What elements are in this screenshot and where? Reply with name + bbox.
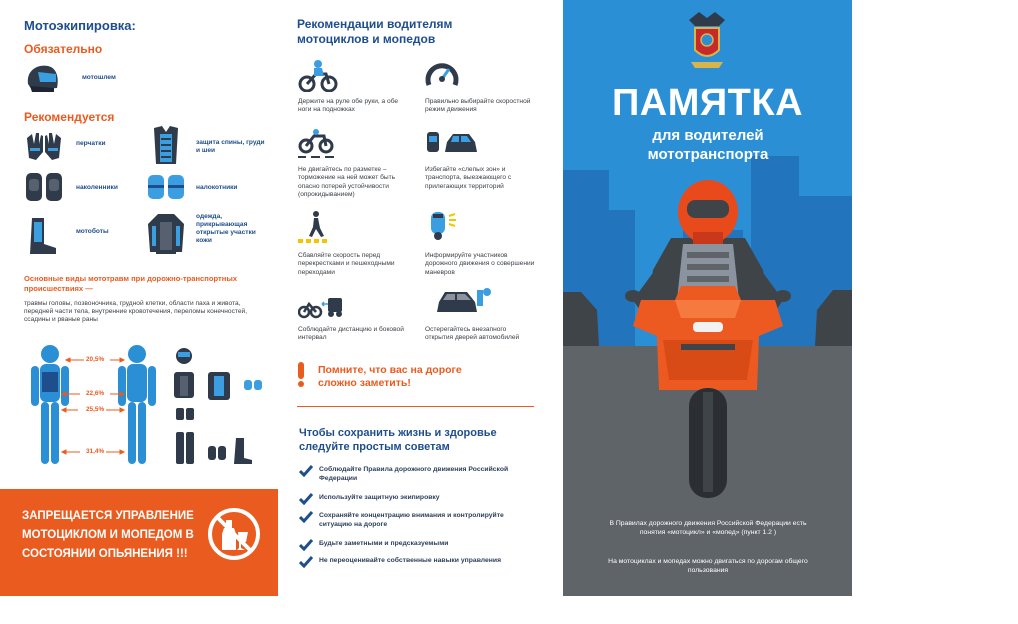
cover-note-roads: На мотоциклах и мопедах можно двигаться по дорогам общего пользования bbox=[608, 558, 808, 574]
check-icon bbox=[299, 493, 313, 505]
check-icon bbox=[299, 465, 313, 483]
advice-item bbox=[299, 465, 529, 483]
no-alcohol-icon bbox=[206, 506, 262, 562]
advice-text: Сохраняйте концентрацию внимания и контролируйте ситуацию на дороге bbox=[319, 512, 504, 528]
boots-icon bbox=[26, 216, 60, 256]
police-emblem-icon bbox=[685, 6, 729, 70]
advice-text: Соблюдайте Правила дорожного движения Российской Федерации bbox=[319, 466, 509, 482]
boots-label: мотоботы bbox=[76, 228, 109, 235]
tip-markings: Не двигайтесь по разметке – торможение на ней может быть опасно потерей устойчивости (опрокидыванием) bbox=[298, 166, 396, 199]
car-door-icon bbox=[435, 284, 497, 316]
required-heading: Обязательно bbox=[24, 42, 103, 56]
tip-blind-spots: Избегайте «слепых зон» и транспорта, выезжающего с прилегающих территорий bbox=[425, 166, 512, 190]
alcohol-ban-text: ЗАПРЕЩАЕТСЯ УПРАВЛЕНИЕ МОТОЦИКЛОМ И МОПЕДОМ В СОСТОЯНИИ ОПЬЯНЕНИЯ !!! bbox=[22, 510, 194, 560]
pedestrian-crossing-icon bbox=[298, 210, 332, 244]
remember-note: Помните, что вас на дороге сложно заметить! bbox=[318, 364, 462, 389]
tip-car-doors: Остерегайтесь внезапного открытия дверей автомобилей bbox=[425, 326, 520, 342]
tip-distance: Соблюдайте дистанцию и боковой интервал bbox=[298, 326, 404, 342]
percent-head: 20,5% bbox=[86, 356, 105, 363]
advice-text: Используйте защитную экипировку bbox=[319, 494, 440, 501]
gear-thumbnails-icon bbox=[174, 348, 262, 464]
gloves-icon bbox=[24, 130, 64, 162]
check-icon bbox=[299, 539, 313, 551]
divider bbox=[297, 406, 534, 407]
knee-pads-icon bbox=[24, 171, 64, 203]
advice-item bbox=[299, 493, 529, 505]
gloves-label: перчатки bbox=[76, 140, 106, 147]
helmet-label: мотошлем bbox=[82, 74, 116, 81]
elbow-pads-label: налокотники bbox=[196, 184, 238, 191]
tip-crossings: Сбавляйте скорость перед перекрестками и пешеходными переходами bbox=[298, 252, 395, 276]
injury-text: травмы головы, позвоночника, грудной клетки, области паха и живота, передней части тела, внутренние кровотечения, переломы конечностей, ссадины и рваные раны bbox=[24, 300, 248, 323]
body-figure-front-icon bbox=[31, 345, 69, 464]
tip-hands: Держите на руле обе руки, а обе ноги на подножках bbox=[298, 98, 399, 114]
percent-torso: 25,5% bbox=[86, 406, 105, 413]
jacket-icon bbox=[146, 212, 186, 256]
cover-panel bbox=[563, 0, 852, 596]
knee-pads-label: наколенники bbox=[76, 184, 118, 191]
exclamation-icon bbox=[296, 362, 306, 388]
advice-text: Будьте заметными и предсказуемыми bbox=[319, 540, 449, 547]
cover-note-definitions: В Правилах дорожного движения Российской Федерации есть понятия «мотоцикл» и «мопед» (пункт 1.2 ) bbox=[609, 520, 807, 536]
body-figure-back-icon bbox=[118, 345, 156, 464]
percent-chest: 22,6% bbox=[86, 390, 105, 397]
check-icon bbox=[299, 511, 313, 529]
advice-item bbox=[299, 539, 529, 551]
blind-spot-icon bbox=[425, 128, 481, 156]
cover-title: ПАМЯТКА bbox=[611, 82, 804, 124]
advice-text: Не переоценивайте собственные навыки управления bbox=[319, 557, 502, 564]
advice-item bbox=[299, 556, 529, 568]
back-protector-icon bbox=[146, 124, 186, 166]
percent-legs: 31,4% bbox=[86, 448, 105, 455]
advice-item bbox=[299, 511, 529, 529]
elbow-pads-icon bbox=[146, 171, 186, 203]
tip-inform: Информируйте участников дорожного движения о совершении маневров bbox=[425, 252, 535, 276]
cover-subtitle: для водителей мототранспорта bbox=[647, 127, 769, 163]
clothing-label: одежда, прикрывающая открытые участки кожи bbox=[196, 213, 256, 244]
tips-title: Рекомендации водителям мотоциклов и мопедов bbox=[297, 17, 453, 46]
check-icon bbox=[299, 556, 313, 568]
back-protection-label: защита спины, груди и шеи bbox=[196, 139, 265, 154]
motorcycle-markings-icon bbox=[298, 128, 334, 160]
advice-title: Чтобы сохранить жизнь и здоровье следуйте простым советам bbox=[299, 427, 497, 453]
injury-figures bbox=[18, 342, 280, 472]
recommended-heading: Рекомендуется bbox=[24, 110, 115, 124]
tip-speed: Правильно выбирайте скоростной режим движения bbox=[425, 98, 531, 114]
distance-icon bbox=[298, 292, 344, 320]
helmet-icon bbox=[24, 62, 60, 96]
injury-title: Основные виды мототравм при дорожно-транспортных происшествиях — bbox=[24, 274, 238, 293]
motorcycle-rider-icon bbox=[298, 60, 338, 92]
scooter-signal-icon bbox=[425, 208, 457, 242]
equipment-title: Мотоэкипировка: bbox=[24, 18, 136, 33]
speedometer-icon bbox=[425, 59, 459, 89]
